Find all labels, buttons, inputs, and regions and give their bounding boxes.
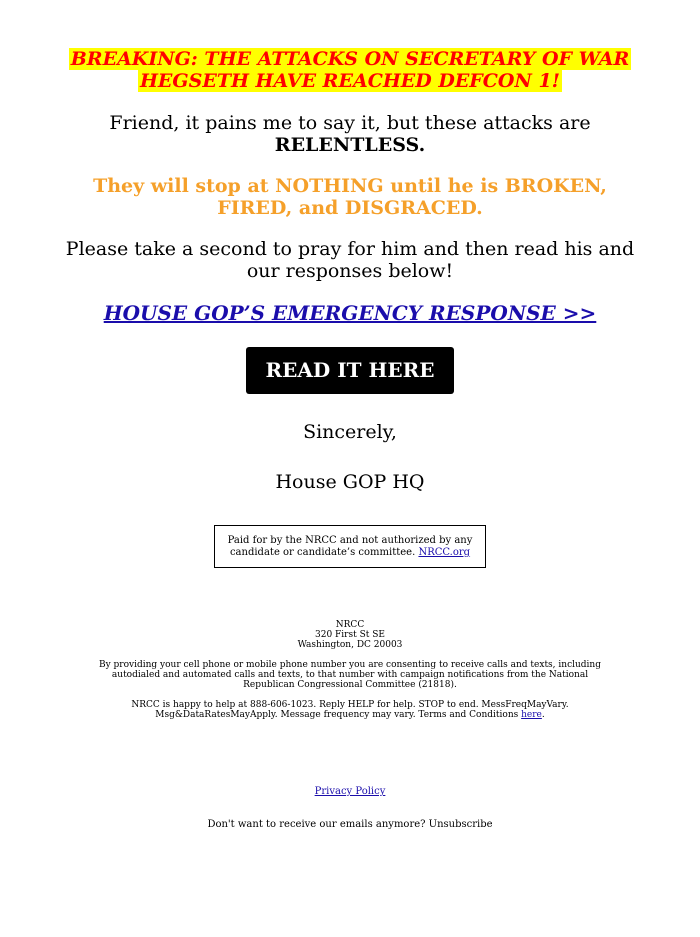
headline-text: BREAKING: THE ATTACKS ON SECRETARY OF WAR HEGSETH HAVE REACHED DEFCON 1! (70, 48, 630, 92)
privacy-line (60, 786, 640, 797)
address-city: Washington, DC 20003 (297, 640, 403, 650)
privacy-policy-link[interactable]: Privacy Policy (314, 786, 386, 797)
address-block (90, 620, 610, 650)
read-it-here-button[interactable]: READ IT HERE (246, 347, 455, 394)
signature: House GOP HQ (275, 471, 425, 493)
paid-for-text: Paid for by the NRCC and not authorized by any candidate or candidate’s committee. (227, 535, 473, 558)
orange-statement: They will stop at NOTHING until he is BROKEN, FIRED, and DISGRACED. (93, 175, 607, 219)
prayer-paragraph: Please take a second to pray for him and then read his and our responses below! (65, 238, 635, 282)
intro-bold: RELENTLESS. (274, 134, 426, 156)
nrcc-link[interactable]: NRCC.org (418, 547, 471, 558)
help-text: NRCC is happy to help at 888-606-1023. Reply HELP for help. STOP to end. MessFreqMayVary. Msg&DataRatesMayApply. Message frequency may vary. Terms and Conditions (131, 700, 569, 720)
emergency-response-link[interactable]: HOUSE GOP’S EMERGENCY RESPONSE >> (103, 301, 597, 325)
intro-paragraph (60, 112, 640, 156)
terms-link[interactable]: here (521, 710, 542, 720)
address-org: NRCC (335, 620, 365, 630)
email-body (60, 0, 640, 830)
emergency-response-line (60, 301, 640, 325)
unsubscribe-line[interactable]: Don't want to receive our emails anymore? Unsubscribe (207, 819, 493, 830)
closing: Sincerely, (303, 421, 397, 443)
paid-for-disclaimer (214, 525, 486, 568)
address-street: 320 First St SE (315, 630, 385, 640)
headline (60, 48, 640, 92)
intro-text: Friend, it pains me to say it, but these attacks are (109, 112, 591, 134)
consent-text: By providing your cell phone or mobile phone number you are consenting to receive calls and texts, including autodialed and automated calls and texts, to that number with campaign notifications from the National Republican Congressional Committee (21818). (98, 660, 601, 690)
help-text-block: NRCC is happy to help at 888-606-1023. Reply HELP for help. STOP to end. MessFreqMayVary. Msg&DataRatesMayApply. Message frequency may vary. Terms and Conditions here. (131, 700, 569, 720)
